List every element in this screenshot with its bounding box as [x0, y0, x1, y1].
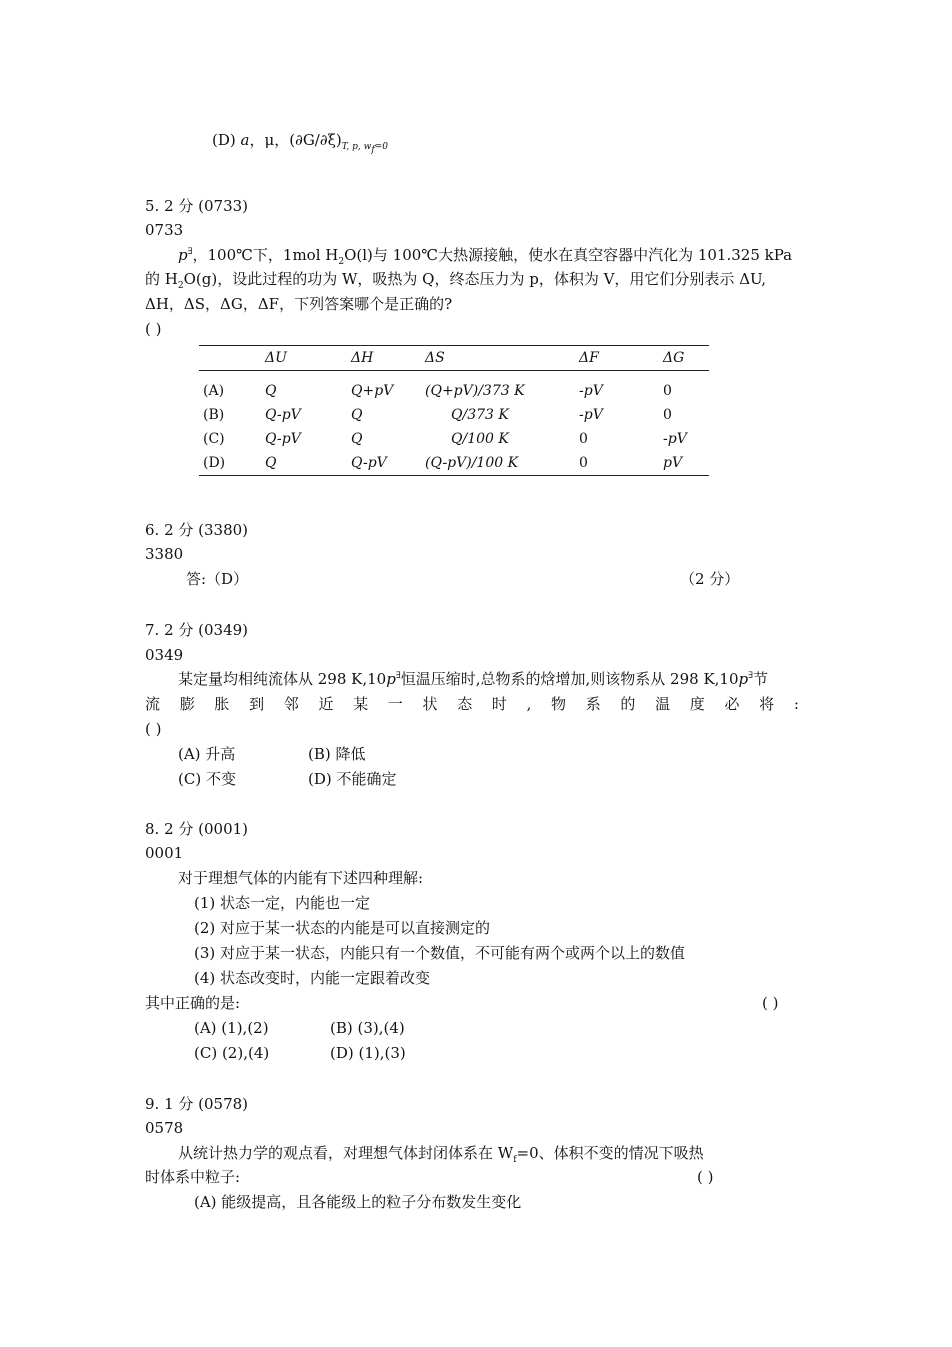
q8-item-2: (2) 对应于某一状态的内能是可以直接测定的 [194, 919, 491, 937]
q9-answer-paren: ( ) [697, 1168, 714, 1186]
table-header-cell: ΔS [421, 346, 575, 371]
q6-code: 3380 [145, 545, 184, 563]
table-cell: (D) [199, 451, 261, 476]
q5-header: 5. 2 分 (0733) [145, 197, 249, 215]
table-header-cell: ΔG [659, 346, 709, 371]
q8-code: 0001 [145, 844, 184, 862]
q5-body-line-1: p∃，100℃下，1mol $H_2O(l)$与 100℃大热源接触，使水在真空容器中汽化为 101.325 kPa [178, 246, 793, 267]
table-cell: 0 [575, 451, 659, 476]
table-cell: -pV [663, 431, 687, 447]
table-cell: -pV [579, 383, 603, 399]
table-cell: (Q-pV)/100 K [421, 451, 575, 476]
table-row [199, 403, 709, 427]
q8-answer-paren: ( ) [762, 994, 779, 1012]
q7-option-b: (B) 降低 [308, 745, 366, 763]
q7-header: 7. 2 分 (0349) [145, 621, 249, 639]
q7-option-c: (C) 不变 [178, 770, 236, 788]
table-row [199, 371, 709, 404]
table-cell: 0 [663, 383, 672, 399]
table-row [199, 451, 709, 476]
q8-option-d: (D) (1),(3) [330, 1044, 406, 1062]
table-cell: Q [351, 407, 363, 423]
q9-header: 9. 1 分 (0578) [145, 1095, 249, 1113]
q6-header: 6. 2 分 (3380) [145, 521, 249, 539]
table-cell: (C) [203, 431, 225, 447]
table-cell: Q [261, 451, 347, 476]
q9-body-line-2: 时体系中粒子: [145, 1168, 241, 1186]
table-cell: Q+pV [351, 383, 394, 399]
q6-answer: 答:（D） [186, 570, 249, 588]
q7-option-a: (A) 升高 [178, 745, 236, 763]
table-row [199, 427, 709, 451]
q9-option-a: (A) 能级提高，且各能级上的粒子分布数发生变化 [194, 1193, 522, 1211]
table-cell: Q/373 K [451, 407, 509, 423]
table-header-cell: ΔU [261, 346, 347, 371]
table-cell: Q [265, 383, 277, 399]
q8-intro: 对于理想气体的内能有下述四种理解: [178, 869, 424, 887]
q5-code: 0733 [145, 221, 184, 239]
table-cell: Q-pV [265, 431, 301, 447]
q7-option-d: (D) 不能确定 [308, 770, 397, 788]
table-cell: Q-pV [347, 451, 421, 476]
q8-option-c: (C) (2),(4) [194, 1044, 270, 1062]
table-header-cell: ΔH [347, 346, 421, 371]
table-cell: (B) [203, 407, 225, 423]
table-header-row [199, 346, 709, 371]
table-cell: pV [659, 451, 709, 476]
q7-code: 0349 [145, 646, 184, 664]
q5-body-line-3: ΔH，ΔS，ΔG，ΔF，下列答案哪个是正确的? [145, 295, 453, 313]
q7-answer-paren: ( ) [145, 720, 162, 738]
q8-item-4: (4) 状态改变时，内能一定跟着改变 [194, 969, 431, 987]
q8-option-a: (A) (1),(2) [194, 1019, 269, 1037]
q5-answer-paren: ( ) [145, 320, 162, 338]
q5-body-line-2: 的 $H_2O(g)$，设此过程的功为 W，吸热为 Q，终态压力为 p，体积为 V，用它们分别表示 ΔU, [145, 270, 767, 291]
table-cell: 0 [579, 431, 588, 447]
table-cell: Q [351, 431, 363, 447]
q8-item-3: (3) 对应于某一状态，内能只有一个数值，不可能有两个或两个以上的数值 [194, 944, 686, 962]
table-cell: 0 [663, 407, 672, 423]
q8-option-b: (B) (3),(4) [330, 1019, 405, 1037]
table-cell: Q-pV [265, 407, 301, 423]
q9-body-line-1: 从统计热力学的观点看，对理想气体封闭体系在 $W_f=0$、体积不变的情况下吸热 [178, 1144, 704, 1165]
q7-body-line-2: 流 膨 胀 到 邻 近 某 一 状 态 时 , 物 系 的 温 度 必 将 : [145, 695, 799, 713]
q8-header: 8. 2 分 (0001) [145, 820, 249, 838]
table-cell: -pV [579, 407, 603, 423]
table-cell: (Q+pV)/373 K [425, 383, 525, 399]
q4-option-d: (D) a，μ，$(\partial G/\partial\xi)_{T, p, wf=0}$ [212, 131, 388, 155]
table-cell: (A) [203, 383, 225, 399]
q9-code: 0578 [145, 1119, 184, 1137]
q6-score: （2 分） [680, 570, 740, 588]
q7-body-line-1: 某定量均相纯流体从 298 K,10p∃恒温压缩时,总物系的焓增加,则该物系从 298 K,10p∃节 [178, 670, 769, 688]
q4-subscript: T, p, wf=0 [341, 142, 388, 155]
q5-answer-table [199, 345, 709, 476]
q8-item-1: (1) 状态一定，内能也一定 [194, 894, 371, 912]
q8-question: 其中正确的是: [145, 994, 241, 1012]
table-cell: Q/100 K [451, 431, 509, 447]
table-header-cell [199, 346, 261, 371]
table-header-cell: ΔF [575, 346, 659, 371]
